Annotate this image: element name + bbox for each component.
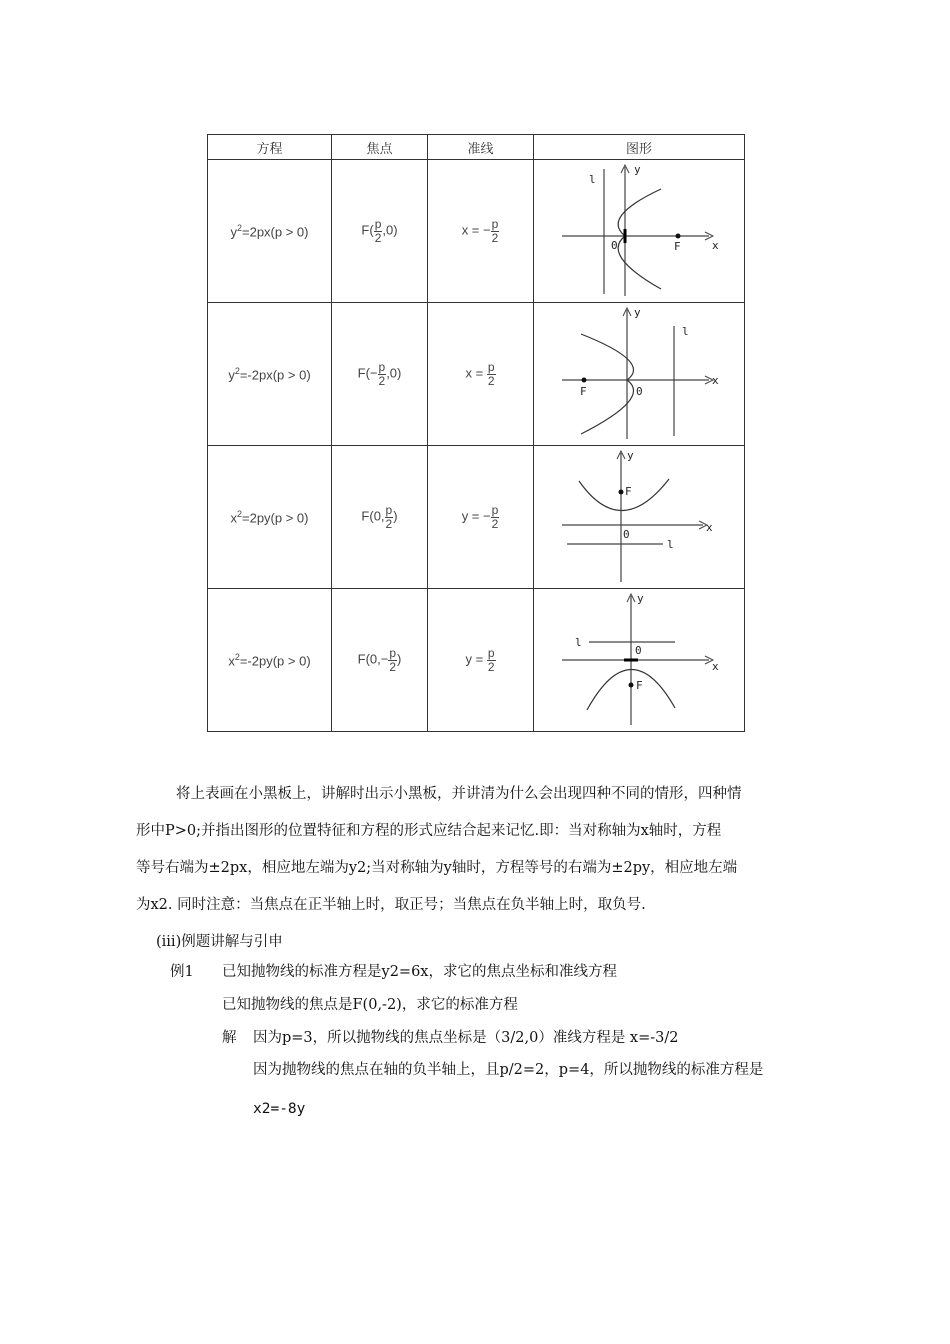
solution-label: 解 [222,1030,237,1046]
fraction: $\frac{p}{2}$ [491,502,499,531]
solution-line-3: x2=-8y [253,1101,306,1117]
parabola-graph-up [557,447,722,587]
parabola-graph-right [557,161,722,301]
header-graph: 图形 [534,135,745,160]
graph-cell [534,160,745,303]
directrix-cell: x = − $\frac{p}{2}$ [428,160,534,303]
paragraph-line-1: 将上表画在小黑板上，讲解时出示小黑板，并讲清为什么会出现四种不同的情形，四种情 [176,786,742,802]
x-axis-label: x [711,660,719,673]
parabola-table [207,134,745,732]
example-label: 例1 [170,964,194,980]
equation-cell: $y^2=2px(p > 0)$ [208,160,332,303]
fraction: $\frac{p}{2}$ [385,502,393,531]
solution-line-1: 因为p=3，所以抛物线的焦点坐标是（3/2,0）准线方程是 x=-3/2 [253,1030,679,1046]
solution-line-2: 因为抛物线的焦点在轴的负半轴上，且p/2=2，p=4，所以抛物线的标准方程是 [253,1062,764,1078]
parabola-graph-down [557,590,722,730]
table-row [208,303,745,446]
directrix-label: l [666,538,674,551]
fraction: $\frac{p}{2}$ [378,359,386,388]
focus-label: F [635,679,643,692]
equation-cell: $x^2=2py(p > 0)$ [208,446,332,589]
paragraph-line-4: 为x2. 同时注意：当焦点在正半轴上时，取正号；当焦点在负半轴上时，取负号. [136,897,646,913]
fraction: $\frac{p}{2}$ [491,216,499,245]
y-axis-label: y [626,449,634,462]
directrix-cell: y = $\frac{p}{2}$ [428,589,534,732]
example-question-1: 已知抛物线的标准方程是y2=6x，求它的焦点坐标和准线方程 [222,964,617,980]
y-axis-label: y [633,306,641,319]
y-axis-label: y [633,163,641,176]
header-focus: 焦点 [332,135,428,160]
directrix-label: l [574,636,582,649]
fraction: $\frac{p}{2}$ [374,216,382,245]
x-axis-label: x [711,239,719,252]
x-axis-label: x [705,521,713,534]
header-directrix: 准线 [428,135,534,160]
focus-cell: F(0, $\frac{p}{2}$ ) [332,446,428,589]
directrix-label: l [681,325,689,338]
example-question-2: 已知抛物线的焦点是F(0,-2)，求它的标准方程 [222,997,518,1013]
fraction: $\frac{p}{2}$ [487,645,495,674]
x-axis-label: x [711,374,719,387]
table-row [208,589,745,732]
paragraph-line-3: 等号右端为±2px，相应地左端为y2;当对称轴为y轴时，方程等号的右端为±2py，相应地左端 [136,860,738,876]
y-axis-label: y [636,592,644,605]
fraction: $\frac{p}{2}$ [389,645,397,674]
focus-label: F [673,240,681,253]
focus-label: F [624,485,632,498]
fraction: $\frac{p}{2}$ [487,359,495,388]
graph-cell [534,303,745,446]
origin-label: 0 [634,644,642,657]
equation-cell: $x^2=-2py(p > 0)$ [208,589,332,732]
directrix-label: l [588,173,596,186]
focus-label: F [579,385,587,398]
table-row [208,446,745,589]
equation-cell: $y^2=-2px(p > 0)$ [208,303,332,446]
directrix-cell: x = $\frac{p}{2}$ [428,303,534,446]
directrix-cell: y = − $\frac{p}{2}$ [428,446,534,589]
header-equation: 方程 [208,135,332,160]
origin-label: 0 [635,385,643,398]
section-heading: (iii)例题讲解与引申 [156,934,283,950]
graph-cell [534,589,745,732]
focus-cell: F( $\frac{p}{2}$ ,0) [332,160,428,303]
parabola-graph-left [557,304,722,444]
focus-cell: F(0,− $\frac{p}{2}$ ) [332,589,428,732]
origin-label: 0 [610,239,618,252]
paragraph-line-2: 形中P>0;并指出图形的位置特征和方程的形式应结合起来记忆.即：当对称轴为x轴时，方程 [136,823,722,839]
table-row [208,160,745,303]
origin-label: 0 [622,528,630,541]
focus-cell: F(− $\frac{p}{2}$ ,0) [332,303,428,446]
table-header-row [208,135,745,160]
graph-cell [534,446,745,589]
